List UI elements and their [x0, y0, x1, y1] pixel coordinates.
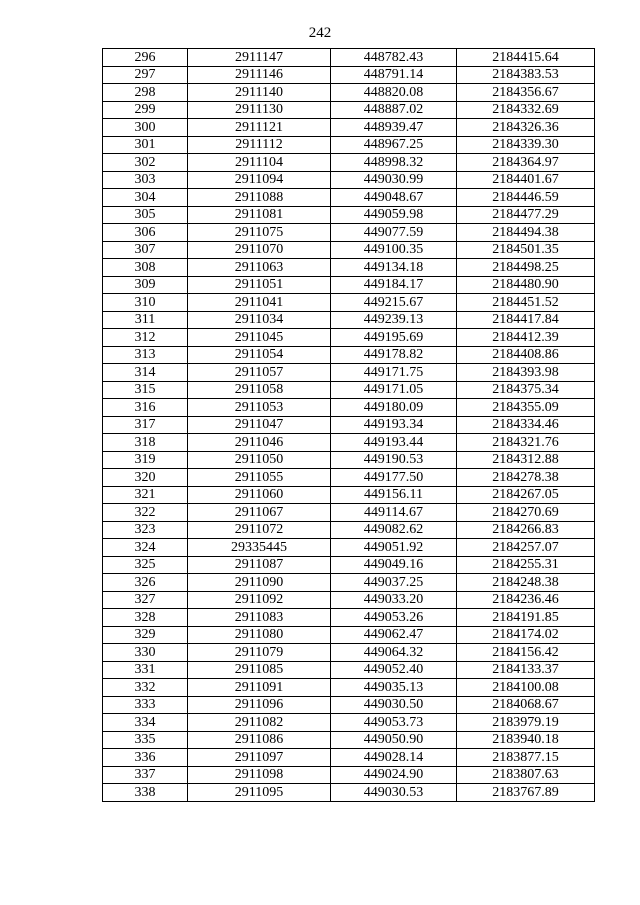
point-id-cell: 2911080	[188, 626, 331, 644]
y-coordinate-cell: 2184408.86	[457, 346, 595, 364]
point-id-cell: 2911075	[188, 224, 331, 242]
x-coordinate-cell: 448998.32	[331, 154, 457, 172]
x-coordinate-cell: 448820.08	[331, 84, 457, 102]
row-index-cell: 333	[103, 696, 188, 714]
row-index-cell: 306	[103, 224, 188, 242]
table-row	[103, 521, 595, 539]
point-id-cell: 2911140	[188, 84, 331, 102]
x-coordinate-cell: 449035.13	[331, 679, 457, 697]
x-coordinate-cell: 449030.50	[331, 696, 457, 714]
row-index-cell: 319	[103, 451, 188, 469]
point-id-cell: 2911086	[188, 731, 331, 749]
x-coordinate-cell: 449171.05	[331, 381, 457, 399]
table-row	[103, 364, 595, 382]
point-id-cell: 2911067	[188, 504, 331, 522]
y-coordinate-cell: 2184383.53	[457, 66, 595, 84]
table-row	[103, 171, 595, 189]
y-coordinate-cell: 2184501.35	[457, 241, 595, 259]
table-row	[103, 731, 595, 749]
y-coordinate-cell: 2184355.09	[457, 399, 595, 417]
table-row	[103, 469, 595, 487]
table-row	[103, 259, 595, 277]
point-id-cell: 2911083	[188, 609, 331, 627]
y-coordinate-cell: 2184174.02	[457, 626, 595, 644]
table-row	[103, 661, 595, 679]
y-coordinate-cell: 2184326.36	[457, 119, 595, 137]
row-index-cell: 315	[103, 381, 188, 399]
x-coordinate-cell: 449195.69	[331, 329, 457, 347]
table-row	[103, 329, 595, 347]
point-id-cell: 2911079	[188, 644, 331, 662]
point-id-cell: 2911096	[188, 696, 331, 714]
table-row	[103, 154, 595, 172]
row-index-cell: 297	[103, 66, 188, 84]
row-index-cell: 301	[103, 136, 188, 154]
table-row	[103, 714, 595, 732]
y-coordinate-cell: 2183979.19	[457, 714, 595, 732]
y-coordinate-cell: 2184498.25	[457, 259, 595, 277]
y-coordinate-cell: 2184257.07	[457, 539, 595, 557]
table-row	[103, 399, 595, 417]
point-id-cell: 2911053	[188, 399, 331, 417]
y-coordinate-cell: 2184356.67	[457, 84, 595, 102]
x-coordinate-cell: 449156.11	[331, 486, 457, 504]
y-coordinate-cell: 2184412.39	[457, 329, 595, 347]
x-coordinate-cell: 449193.44	[331, 434, 457, 452]
y-coordinate-cell: 2184446.59	[457, 189, 595, 207]
x-coordinate-cell: 449184.17	[331, 276, 457, 294]
y-coordinate-cell: 2183940.18	[457, 731, 595, 749]
table-row	[103, 591, 595, 609]
y-coordinate-cell: 2184480.90	[457, 276, 595, 294]
point-id-cell: 2911034	[188, 311, 331, 329]
y-coordinate-cell: 2184068.67	[457, 696, 595, 714]
x-coordinate-cell: 449190.53	[331, 451, 457, 469]
table-row	[103, 49, 595, 67]
row-index-cell: 336	[103, 749, 188, 767]
point-id-cell: 2911058	[188, 381, 331, 399]
table-row	[103, 784, 595, 802]
y-coordinate-cell: 2184417.84	[457, 311, 595, 329]
row-index-cell: 326	[103, 574, 188, 592]
row-index-cell: 312	[103, 329, 188, 347]
point-id-cell: 2911091	[188, 679, 331, 697]
table-row	[103, 66, 595, 84]
point-id-cell: 2911055	[188, 469, 331, 487]
table-row	[103, 434, 595, 452]
point-id-cell: 2911050	[188, 451, 331, 469]
table-row	[103, 224, 595, 242]
y-coordinate-cell: 2184248.38	[457, 574, 595, 592]
point-id-cell: 2911087	[188, 556, 331, 574]
y-coordinate-cell: 2184494.38	[457, 224, 595, 242]
x-coordinate-cell: 449177.50	[331, 469, 457, 487]
row-index-cell: 305	[103, 206, 188, 224]
point-id-cell: 2911070	[188, 241, 331, 259]
table-row	[103, 311, 595, 329]
row-index-cell: 318	[103, 434, 188, 452]
y-coordinate-cell: 2184451.52	[457, 294, 595, 312]
y-coordinate-cell: 2184321.76	[457, 434, 595, 452]
y-coordinate-cell: 2184133.37	[457, 661, 595, 679]
row-index-cell: 317	[103, 416, 188, 434]
row-index-cell: 316	[103, 399, 188, 417]
x-coordinate-cell: 449180.09	[331, 399, 457, 417]
row-index-cell: 320	[103, 469, 188, 487]
table-row	[103, 766, 595, 784]
x-coordinate-cell: 449134.18	[331, 259, 457, 277]
x-coordinate-cell: 449052.40	[331, 661, 457, 679]
coordinates-table-body	[103, 49, 595, 802]
point-id-cell: 2911054	[188, 346, 331, 364]
x-coordinate-cell: 449100.35	[331, 241, 457, 259]
y-coordinate-cell: 2184255.31	[457, 556, 595, 574]
x-coordinate-cell: 449239.13	[331, 311, 457, 329]
row-index-cell: 298	[103, 84, 188, 102]
row-index-cell: 337	[103, 766, 188, 784]
y-coordinate-cell: 2184364.97	[457, 154, 595, 172]
point-id-cell: 2911147	[188, 49, 331, 67]
x-coordinate-cell: 448782.43	[331, 49, 457, 67]
y-coordinate-cell: 2184339.30	[457, 136, 595, 154]
point-id-cell: 2911046	[188, 434, 331, 452]
y-coordinate-cell: 2183767.89	[457, 784, 595, 802]
row-index-cell: 321	[103, 486, 188, 504]
point-id-cell: 2911072	[188, 521, 331, 539]
row-index-cell: 335	[103, 731, 188, 749]
row-index-cell: 308	[103, 259, 188, 277]
row-index-cell: 304	[103, 189, 188, 207]
row-index-cell: 324	[103, 539, 188, 557]
point-id-cell: 2911146	[188, 66, 331, 84]
x-coordinate-cell: 448887.02	[331, 101, 457, 119]
table-row	[103, 504, 595, 522]
point-id-cell: 2911063	[188, 259, 331, 277]
y-coordinate-cell: 2184270.69	[457, 504, 595, 522]
x-coordinate-cell: 448791.14	[331, 66, 457, 84]
table-row	[103, 416, 595, 434]
table-row	[103, 679, 595, 697]
x-coordinate-cell: 449053.73	[331, 714, 457, 732]
point-id-cell: 2911112	[188, 136, 331, 154]
point-id-cell: 2911045	[188, 329, 331, 347]
y-coordinate-cell: 2184332.69	[457, 101, 595, 119]
x-coordinate-cell: 449082.62	[331, 521, 457, 539]
table-row	[103, 241, 595, 259]
point-id-cell: 2911060	[188, 486, 331, 504]
point-id-cell: 2911041	[188, 294, 331, 312]
row-index-cell: 302	[103, 154, 188, 172]
table-row	[103, 609, 595, 627]
y-coordinate-cell: 2184375.34	[457, 381, 595, 399]
table-row	[103, 346, 595, 364]
x-coordinate-cell: 448967.25	[331, 136, 457, 154]
x-coordinate-cell: 449030.99	[331, 171, 457, 189]
y-coordinate-cell: 2184266.83	[457, 521, 595, 539]
x-coordinate-cell: 449030.53	[331, 784, 457, 802]
y-coordinate-cell: 2184393.98	[457, 364, 595, 382]
point-id-cell: 29335445	[188, 539, 331, 557]
x-coordinate-cell: 449059.98	[331, 206, 457, 224]
x-coordinate-cell: 449215.67	[331, 294, 457, 312]
row-index-cell: 325	[103, 556, 188, 574]
table-row	[103, 84, 595, 102]
point-id-cell: 2911051	[188, 276, 331, 294]
row-index-cell: 311	[103, 311, 188, 329]
coordinates-table	[102, 48, 595, 802]
point-id-cell: 2911130	[188, 101, 331, 119]
row-index-cell: 299	[103, 101, 188, 119]
table-row	[103, 206, 595, 224]
table-row	[103, 276, 595, 294]
y-coordinate-cell: 2184477.29	[457, 206, 595, 224]
x-coordinate-cell: 448939.47	[331, 119, 457, 137]
x-coordinate-cell: 449050.90	[331, 731, 457, 749]
row-index-cell: 310	[103, 294, 188, 312]
row-index-cell: 327	[103, 591, 188, 609]
x-coordinate-cell: 449037.25	[331, 574, 457, 592]
table-row	[103, 644, 595, 662]
point-id-cell: 2911085	[188, 661, 331, 679]
table-row	[103, 696, 595, 714]
table-row	[103, 539, 595, 557]
point-id-cell: 2911094	[188, 171, 331, 189]
y-coordinate-cell: 2184191.85	[457, 609, 595, 627]
point-id-cell: 2911057	[188, 364, 331, 382]
point-id-cell: 2911081	[188, 206, 331, 224]
table-row	[103, 574, 595, 592]
point-id-cell: 2911104	[188, 154, 331, 172]
x-coordinate-cell: 449049.16	[331, 556, 457, 574]
row-index-cell: 338	[103, 784, 188, 802]
x-coordinate-cell: 449171.75	[331, 364, 457, 382]
point-id-cell: 2911092	[188, 591, 331, 609]
point-id-cell: 2911121	[188, 119, 331, 137]
y-coordinate-cell: 2183807.63	[457, 766, 595, 784]
x-coordinate-cell: 449053.26	[331, 609, 457, 627]
x-coordinate-cell: 449178.82	[331, 346, 457, 364]
row-index-cell: 331	[103, 661, 188, 679]
x-coordinate-cell: 449048.67	[331, 189, 457, 207]
point-id-cell: 2911098	[188, 766, 331, 784]
y-coordinate-cell: 2184267.05	[457, 486, 595, 504]
row-index-cell: 322	[103, 504, 188, 522]
x-coordinate-cell: 449024.90	[331, 766, 457, 784]
y-coordinate-cell: 2184334.46	[457, 416, 595, 434]
point-id-cell: 2911095	[188, 784, 331, 802]
row-index-cell: 307	[103, 241, 188, 259]
y-coordinate-cell: 2184100.08	[457, 679, 595, 697]
y-coordinate-cell: 2183877.15	[457, 749, 595, 767]
x-coordinate-cell: 449077.59	[331, 224, 457, 242]
table-row	[103, 101, 595, 119]
x-coordinate-cell: 449062.47	[331, 626, 457, 644]
row-index-cell: 296	[103, 49, 188, 67]
x-coordinate-cell: 449064.32	[331, 644, 457, 662]
row-index-cell: 329	[103, 626, 188, 644]
row-index-cell: 309	[103, 276, 188, 294]
x-coordinate-cell: 449033.20	[331, 591, 457, 609]
page-number: 242	[308, 25, 332, 41]
row-index-cell: 323	[103, 521, 188, 539]
table-row	[103, 626, 595, 644]
row-index-cell: 334	[103, 714, 188, 732]
table-row	[103, 136, 595, 154]
y-coordinate-cell: 2184401.67	[457, 171, 595, 189]
point-id-cell: 2911097	[188, 749, 331, 767]
point-id-cell: 2911088	[188, 189, 331, 207]
x-coordinate-cell: 449114.67	[331, 504, 457, 522]
row-index-cell: 330	[103, 644, 188, 662]
x-coordinate-cell: 449193.34	[331, 416, 457, 434]
y-coordinate-cell: 2184312.88	[457, 451, 595, 469]
x-coordinate-cell: 449051.92	[331, 539, 457, 557]
table-row	[103, 556, 595, 574]
point-id-cell: 2911082	[188, 714, 331, 732]
y-coordinate-cell: 2184278.38	[457, 469, 595, 487]
table-row	[103, 119, 595, 137]
row-index-cell: 332	[103, 679, 188, 697]
table-row	[103, 451, 595, 469]
x-coordinate-cell: 449028.14	[331, 749, 457, 767]
row-index-cell: 303	[103, 171, 188, 189]
table-row	[103, 486, 595, 504]
table-row	[103, 189, 595, 207]
row-index-cell: 328	[103, 609, 188, 627]
table-row	[103, 294, 595, 312]
row-index-cell: 314	[103, 364, 188, 382]
row-index-cell: 300	[103, 119, 188, 137]
point-id-cell: 2911047	[188, 416, 331, 434]
table-row	[103, 381, 595, 399]
y-coordinate-cell: 2184156.42	[457, 644, 595, 662]
row-index-cell: 313	[103, 346, 188, 364]
table-row	[103, 749, 595, 767]
y-coordinate-cell: 2184415.64	[457, 49, 595, 67]
point-id-cell: 2911090	[188, 574, 331, 592]
y-coordinate-cell: 2184236.46	[457, 591, 595, 609]
